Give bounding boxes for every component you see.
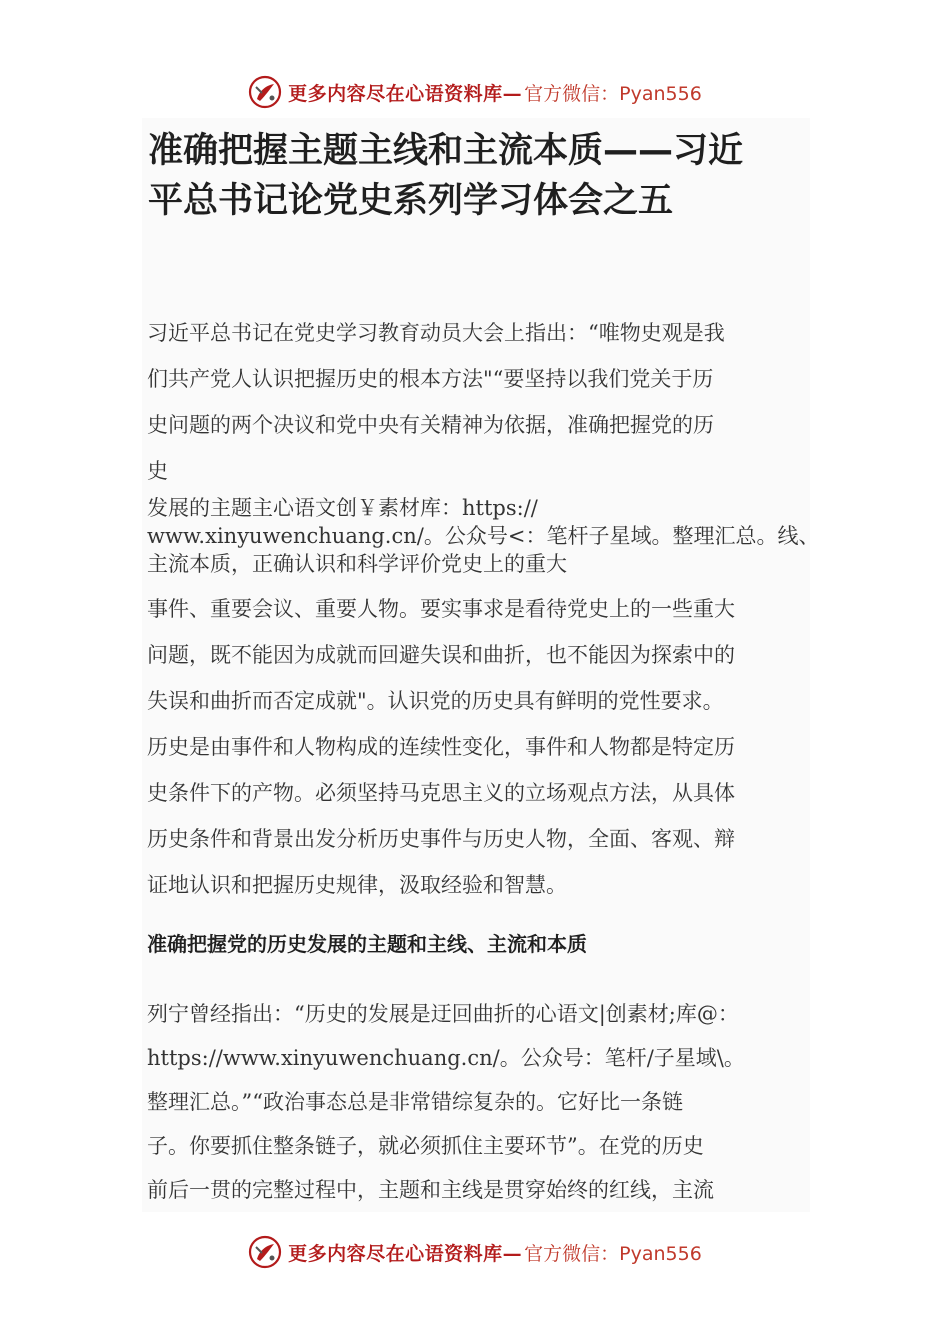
- text-line: 证地认识和把握历史规律，汲取经验和智慧。: [147, 873, 567, 897]
- text-line: 前后一贯的完整过程中，主题和主线是贯穿始终的红线，主流: [147, 1178, 714, 1202]
- footer-banner: [0, 1232, 950, 1272]
- title-line: 准确把握主题主线和主流本质——习近: [148, 131, 744, 171]
- text-line: 列宁曾经指出：“历史的发展是迂回曲折的心语文|创素材;库@：: [147, 1002, 739, 1026]
- text-line: https://www.xinyuwenchuang.cn/。公众号：笔杆/子星域\。: [147, 1046, 745, 1070]
- text-line: www.xinyuwenchuang.cn/。公众号<：笔杆子星域。整理汇总。线、: [147, 524, 820, 548]
- text-line: 整理汇总。”“政治事态总是非常错综复杂的。它好比一条链: [147, 1090, 683, 1114]
- page-title: [148, 126, 788, 226]
- title-line: 平总书记论党史系列学习体会之五: [148, 181, 674, 221]
- text-line: 失误和曲折而否定成就"。认识党的历史具有鲜明的党性要求。: [147, 689, 724, 713]
- banner-text: 更多内容尽在心语资料库—: [288, 82, 523, 105]
- paragraph-3: [147, 586, 809, 908]
- banner-text: 更多内容尽在心语资料库—: [288, 1242, 523, 1265]
- paragraph-4: [147, 992, 809, 1212]
- banner-wechat: 官方微信：Pyan556: [524, 82, 702, 105]
- paragraph-1: [147, 310, 809, 494]
- text-line: 历史是由事件和人物构成的连续性变化，事件和人物都是特定历: [147, 735, 735, 759]
- text-line: 史问题的两个决议和党中央有关精神为依据，准确把握党的历: [147, 413, 714, 437]
- text-line: 们共产党人认识把握历史的根本方法"“要坚持以我们党关于历: [147, 367, 714, 391]
- banner-wechat: 官方微信：Pyan556: [524, 1242, 702, 1265]
- text-line: 史条件下的产物。必须坚持马克思主义的立场观点方法，从具体: [147, 781, 735, 805]
- text-line: 习近平总书记在党史学习教育动员大会上指出：“唯物史观是我: [147, 321, 725, 345]
- text-line: 事件、重要会议、重要人物。要实事求是看待党史上的一些重大: [147, 597, 735, 621]
- paragraph-2: [147, 494, 820, 578]
- text-line: 发展的主题主心语文创￥素材库：https://: [147, 496, 538, 520]
- header-banner: [0, 72, 950, 112]
- text-line: 史: [147, 459, 168, 483]
- section-heading: 准确把握党的历史发展的主题和主线、主流和本质: [147, 932, 587, 956]
- brand-logo-icon: [248, 75, 282, 109]
- text-line: 子。你要抓住整条链子，就必须抓住主要环节”。在党的历史: [147, 1134, 704, 1158]
- text-line: 主流本质，正确认识和科学评价党史上的重大: [147, 552, 567, 576]
- text-line: 问题，既不能因为成就而回避失误和曲折，也不能因为探索中的: [147, 643, 735, 667]
- text-line: 历史条件和背景出发分析历史事件与历史人物，全面、客观、辩: [147, 827, 735, 851]
- brand-logo-icon: [248, 1235, 282, 1269]
